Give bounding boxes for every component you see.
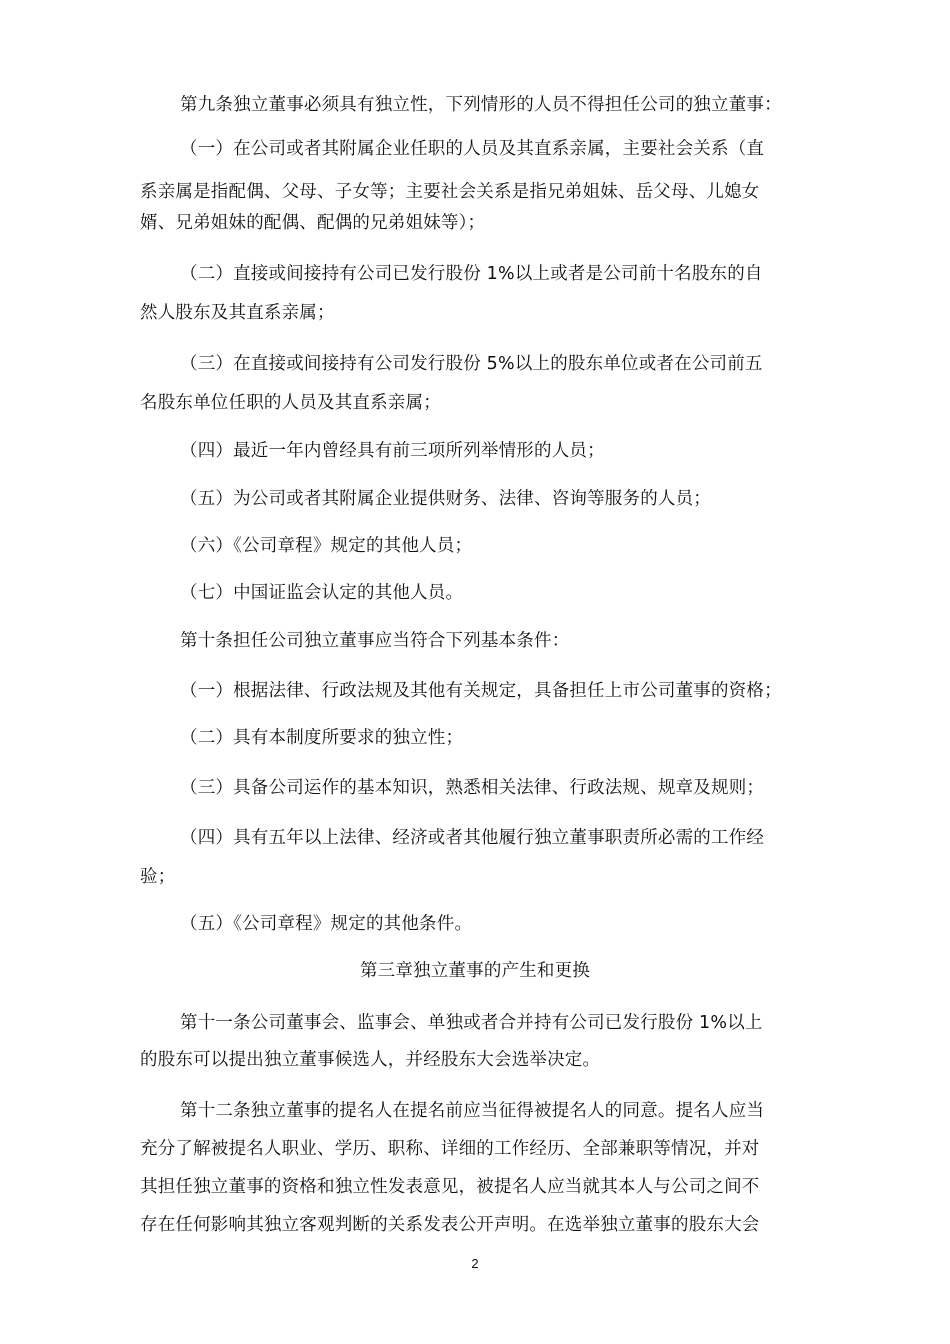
text-line: 验； xyxy=(140,867,176,887)
text-line: （二）具有本制度所要求的独立性； xyxy=(180,728,464,748)
text-line: 其担任独立董事的资格和独立性发表意见，被提名人应当就其本人与公司之间不 xyxy=(140,1177,760,1197)
text-line: （三）在直接或间接持有公司发行股份 5%以上的股东单位或者在公司前五 xyxy=(180,354,763,374)
text-line: （一）在公司或者其附属企业任职的人员及其直系亲属，主要社会关系（直 xyxy=(180,139,765,159)
text-line: 第十二条独立董事的提名人在提名前应当征得被提名人的同意。提名人应当 xyxy=(180,1101,765,1121)
text-line: 然人股东及其直系亲属； xyxy=(140,303,335,323)
text-line: 系亲属是指配偶、父母、子女等；主要社会关系是指兄弟姐妹、岳父母、儿媳女 xyxy=(140,182,760,202)
page-number: 2 xyxy=(471,1256,479,1271)
text-line: （二）直接或间接持有公司已发行股份 1%以上或者是公司前十名股东的自 xyxy=(180,264,763,284)
text-line: （三）具备公司运作的基本知识，熟悉相关法律、行政法规、规章及规则； xyxy=(180,778,765,798)
text-line: （五）《公司章程》规定的其他条件。 xyxy=(180,914,473,934)
text-line: （四）最近一年内曾经具有前三项所列举情形的人员； xyxy=(180,441,605,461)
text-line: （五）为公司或者其附属企业提供财务、法律、咨询等服务的人员； xyxy=(180,489,711,509)
text-line: 第九条独立董事必须具有独立性，下列情形的人员不得担任公司的独立董事： xyxy=(180,95,782,115)
text-line: 名股东单位任职的人员及其直系亲属； xyxy=(140,393,441,413)
text-line: （四）具有五年以上法律、经济或者其他履行独立董事职责所必需的工作经 xyxy=(180,828,765,848)
text-line: 存在任何影响其独立客观判断的关系发表公开声明。在选举独立董事的股东大会 xyxy=(140,1215,760,1235)
text-line: 的股东可以提出独立董事候选人，并经股东大会选举决定。 xyxy=(140,1050,601,1070)
text-line: 充分了解被提名人职业、学历、职称、详细的工作经历、全部兼职等情况，并对 xyxy=(140,1139,760,1159)
text-line: （一）根据法律、行政法规及其他有关规定，具备担任上市公司董事的资格； xyxy=(180,681,782,701)
text-line: 第十条担任公司独立董事应当符合下列基本条件： xyxy=(180,631,570,651)
text-line: 第十一条公司董事会、监事会、单独或者合并持有公司已发行股份 1%以上 xyxy=(180,1013,763,1033)
text-line: 婿、兄弟姐妹的配偶、配偶的兄弟姐妹等）； xyxy=(140,213,486,233)
chapter-heading: 第三章独立董事的产生和更换 xyxy=(359,961,591,981)
text-line: （七）中国证监会认定的其他人员。 xyxy=(180,583,464,603)
text-line: （六）《公司章程》规定的其他人员； xyxy=(180,536,473,556)
